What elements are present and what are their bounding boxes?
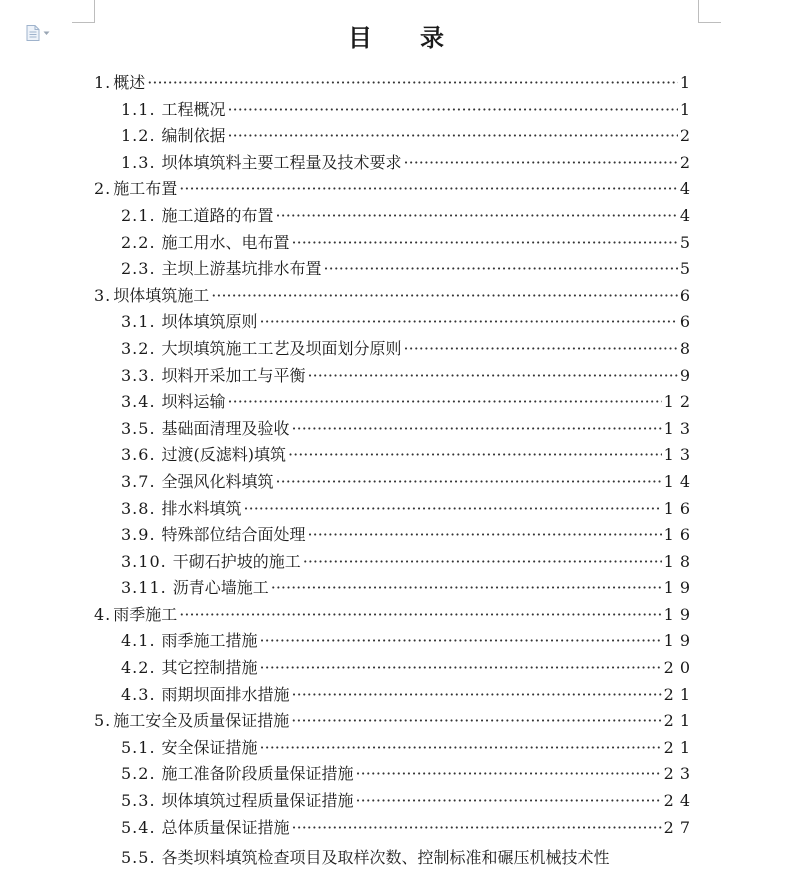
toc-entry-page-number: 23 bbox=[663, 764, 696, 784]
toc-entry-number: 4.2. bbox=[121, 658, 156, 678]
toc-entry-number: 3.10. bbox=[121, 551, 167, 571]
dot-leader bbox=[147, 70, 678, 97]
toc-entry-title: 主坝上游基坑排水布置 bbox=[161, 259, 322, 279]
toc-entry[interactable] bbox=[94, 469, 696, 496]
toc-entry-number: 2.1. bbox=[121, 205, 156, 225]
toc-entry[interactable] bbox=[94, 655, 696, 682]
toc-entry[interactable] bbox=[94, 602, 696, 629]
dot-leader bbox=[324, 256, 678, 283]
toc-entry-number: 5.3. bbox=[121, 791, 156, 811]
dot-leader bbox=[228, 97, 678, 124]
toc-entry-page-number: 1 bbox=[679, 99, 696, 119]
toc-entry-page-number: 12 bbox=[663, 392, 696, 412]
title-char-2: 录 bbox=[420, 23, 446, 52]
toc-entry-title: 坝料运输 bbox=[161, 392, 226, 412]
toc-entry-page-number: 19 bbox=[663, 604, 696, 624]
dot-leader bbox=[228, 123, 678, 150]
toc-entry-title: 安全保证措施 bbox=[161, 737, 258, 757]
dot-leader bbox=[244, 496, 662, 523]
toc-entry-title: 特殊部位结合面处理 bbox=[161, 525, 306, 545]
toc-entry-number: 3.7. bbox=[121, 471, 156, 491]
toc-entry-page-number: 6 bbox=[679, 285, 696, 305]
toc-entry-title: 总体质量保证措施 bbox=[161, 817, 290, 837]
dot-leader bbox=[292, 682, 662, 709]
toc-entry-number: 2.3. bbox=[121, 259, 156, 279]
toc-entry-page-number: 19 bbox=[663, 578, 696, 598]
dot-leader bbox=[179, 602, 661, 629]
toc-entry-page-number: 24 bbox=[663, 791, 696, 811]
dot-leader bbox=[292, 230, 678, 257]
toc-entry-number: 1.3. bbox=[121, 152, 156, 172]
toc-entry-page-number: 9 bbox=[679, 365, 696, 385]
toc-entry-page-number: 1 bbox=[679, 73, 696, 92]
dot-leader bbox=[356, 761, 662, 788]
toc-entry-number: 4.3. bbox=[121, 684, 156, 704]
toc-entry[interactable] bbox=[94, 230, 696, 257]
toc-entry[interactable] bbox=[94, 389, 696, 416]
toc-entry-number: 3.8. bbox=[121, 498, 156, 518]
dot-leader bbox=[179, 176, 678, 203]
toc-entry-number: 3.6. bbox=[121, 445, 156, 465]
dot-leader bbox=[276, 469, 662, 496]
toc-entry-page-number: 8 bbox=[679, 338, 696, 358]
dot-leader bbox=[260, 655, 662, 682]
table-of-contents bbox=[94, 70, 696, 871]
toc-entry-page-number: 5 bbox=[679, 259, 696, 279]
dot-leader bbox=[404, 150, 678, 177]
dot-leader bbox=[292, 815, 662, 842]
dot-leader bbox=[356, 788, 662, 815]
toc-entry[interactable] bbox=[94, 761, 696, 788]
title-char-1: 目 bbox=[348, 23, 374, 52]
toc-entry-number: 3.1. bbox=[121, 312, 156, 332]
toc-entry-number: 3.3. bbox=[121, 365, 156, 385]
toc-entry-page-number: 21 bbox=[663, 684, 696, 704]
page-title bbox=[0, 18, 794, 53]
toc-entry-title: 其它控制措施 bbox=[161, 658, 258, 678]
toc-entry-title: 雨季施工措施 bbox=[161, 631, 258, 651]
dot-leader bbox=[291, 708, 661, 735]
toc-entry-number: 3.2. bbox=[121, 338, 156, 358]
dot-leader bbox=[303, 549, 662, 576]
dot-leader bbox=[276, 203, 678, 230]
toc-entry-number: 4. bbox=[94, 604, 112, 624]
toc-entry[interactable] bbox=[94, 176, 696, 203]
toc-entry-number: 5.4. bbox=[121, 817, 156, 837]
toc-entry-title: 排水料填筑 bbox=[161, 498, 242, 518]
toc-entry-number: 3.5. bbox=[121, 418, 156, 438]
toc-entry-title: 坝体填筑过程质量保证措施 bbox=[161, 791, 354, 811]
toc-entry-page-number: 4 bbox=[679, 205, 696, 225]
toc-entry[interactable] bbox=[94, 256, 696, 283]
toc-entry-title: 概述 bbox=[113, 73, 146, 92]
toc-entry[interactable] bbox=[94, 708, 696, 735]
toc-entry-title: 雨季施工 bbox=[113, 604, 178, 624]
toc-entry[interactable] bbox=[94, 150, 696, 177]
toc-entry-title: 编制依据 bbox=[161, 126, 226, 146]
toc-entry-title: 施工安全及质量保证措施 bbox=[113, 711, 290, 731]
toc-entry-page-number: 2 bbox=[679, 152, 696, 172]
toc-entry[interactable] bbox=[94, 97, 696, 124]
toc-entry-title: 过渡(反滤料)填筑 bbox=[161, 445, 287, 465]
toc-entry[interactable] bbox=[94, 336, 696, 363]
toc-entry-number: 3.4. bbox=[121, 392, 156, 412]
toc-entry-page-number: 16 bbox=[663, 525, 696, 545]
toc-entry-page-number: 5 bbox=[679, 232, 696, 252]
toc-entry[interactable] bbox=[94, 283, 696, 310]
toc-entry[interactable] bbox=[94, 123, 696, 150]
dot-leader bbox=[292, 416, 662, 443]
toc-entry[interactable] bbox=[94, 203, 696, 230]
toc-entry-page-number: 6 bbox=[679, 312, 696, 332]
toc-entry-page-number: 19 bbox=[663, 631, 696, 651]
toc-entry-number: 4.1. bbox=[121, 631, 156, 651]
dot-leader bbox=[260, 309, 678, 336]
toc-entry[interactable] bbox=[94, 841, 690, 871]
toc-entry-page-number: 4 bbox=[679, 179, 696, 199]
toc-entry[interactable] bbox=[94, 628, 696, 655]
toc-entry[interactable] bbox=[94, 682, 696, 709]
toc-entry-title: 全强风化料填筑 bbox=[161, 471, 274, 491]
toc-entry[interactable] bbox=[94, 416, 696, 443]
toc-entry-title: 施工道路的布置 bbox=[161, 205, 274, 225]
toc-entry[interactable] bbox=[94, 442, 696, 469]
toc-entry-number: 5.2. bbox=[121, 764, 156, 784]
toc-entry[interactable] bbox=[94, 549, 696, 576]
toc-entry-page-number: 13 bbox=[663, 445, 696, 465]
toc-entry-number: 5.5. bbox=[121, 847, 156, 867]
toc-entry-page-number: 13 bbox=[663, 418, 696, 438]
dot-leader bbox=[271, 575, 662, 602]
toc-entry-page-number: 21 bbox=[663, 711, 696, 731]
toc-entry-number: 3.11. bbox=[121, 578, 167, 598]
toc-entry[interactable] bbox=[94, 575, 696, 602]
dot-leader bbox=[308, 363, 678, 390]
dot-leader bbox=[260, 628, 662, 655]
toc-entry-title: 工程概况 bbox=[161, 99, 226, 119]
toc-entry-title: 沥青心墙施工 bbox=[172, 578, 269, 598]
toc-entry-number: 3.9. bbox=[121, 525, 156, 545]
toc-entry-page-number: 16 bbox=[663, 498, 696, 518]
toc-entry-page-number: 27 bbox=[663, 817, 696, 837]
toc-entry-number: 3. bbox=[94, 285, 112, 305]
toc-entry-number: 5. bbox=[94, 711, 112, 731]
toc-entry[interactable] bbox=[94, 70, 696, 97]
toc-entry-page-number: 14 bbox=[663, 471, 696, 491]
toc-entry-number: 1. bbox=[94, 73, 112, 92]
dot-leader bbox=[404, 336, 678, 363]
dot-leader bbox=[288, 442, 662, 469]
toc-entry-title: 坝体填筑施工 bbox=[113, 285, 210, 305]
toc-entry-number: 2.2. bbox=[121, 232, 156, 252]
toc-entry[interactable] bbox=[94, 788, 696, 815]
toc-entry-title: 各类坝料填筑检查项目及取样次数、控制标准和碾压机械技术性 bbox=[161, 847, 610, 867]
toc-entry-number: 1.2. bbox=[121, 126, 156, 146]
toc-entry-title: 施工用水、电布置 bbox=[161, 232, 290, 252]
dot-leader bbox=[260, 735, 662, 762]
toc-entry-number: 1.1. bbox=[121, 99, 156, 119]
toc-entry-title: 大坝填筑施工工艺及坝面划分原则 bbox=[161, 338, 402, 358]
dot-leader bbox=[308, 522, 662, 549]
toc-entry-number: 2. bbox=[94, 179, 112, 199]
dot-leader bbox=[211, 283, 678, 310]
toc-entry[interactable] bbox=[94, 309, 696, 336]
toc-entry-page-number: 2 bbox=[679, 126, 696, 146]
toc-entry-title: 施工准备阶段质量保证措施 bbox=[161, 764, 354, 784]
toc-entry[interactable] bbox=[94, 815, 696, 842]
toc-entry-title: 基础面清理及验收 bbox=[161, 418, 290, 438]
toc-entry-page-number: 21 bbox=[663, 737, 696, 757]
toc-entry[interactable] bbox=[94, 363, 696, 390]
toc-entry[interactable] bbox=[94, 522, 696, 549]
toc-entry-number: 5.1. bbox=[121, 737, 156, 757]
toc-entry[interactable] bbox=[94, 735, 696, 762]
toc-entry-title: 干砌石护坡的施工 bbox=[172, 551, 301, 571]
toc-entry-page-number: 20 bbox=[663, 658, 696, 678]
toc-entry-title: 雨期坝面排水措施 bbox=[161, 684, 290, 704]
toc-entry-title: 坝体填筑原则 bbox=[161, 312, 258, 332]
toc-entry-title: 坝体填筑料主要工程量及技术要求 bbox=[161, 152, 402, 172]
toc-entry-title: 坝料开采加工与平衡 bbox=[161, 365, 306, 385]
toc-entry-title: 施工布置 bbox=[113, 179, 178, 199]
dot-leader bbox=[228, 389, 662, 416]
toc-entry[interactable] bbox=[94, 496, 696, 523]
toc-entry-page-number: 18 bbox=[663, 551, 696, 571]
